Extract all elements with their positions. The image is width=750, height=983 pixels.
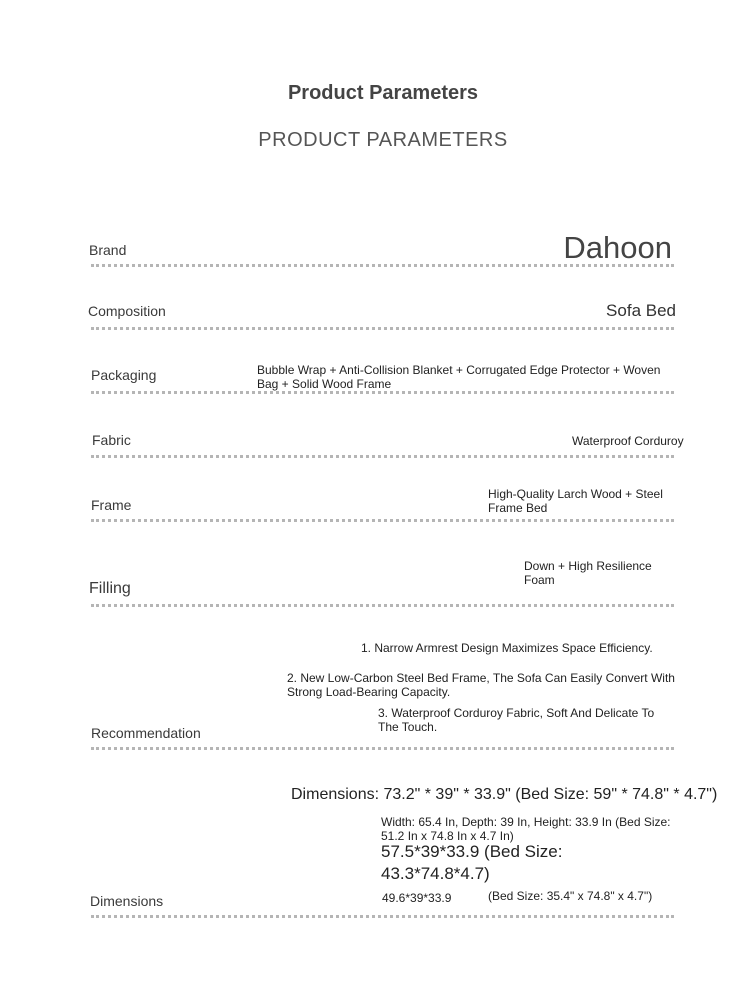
- recommendation-item-3: 3. Waterproof Corduroy Fabric, Soft And Delicate To The Touch.: [378, 706, 655, 734]
- composition-separator: [91, 327, 674, 330]
- fabric-separator: [91, 455, 674, 458]
- packaging-label: Packaging: [91, 367, 157, 383]
- dimensions-metric: 57.5*39*33.9 (Bed Size: 43.3*74.8*4.7): [381, 842, 563, 883]
- brand-label: Brand: [89, 242, 127, 258]
- brand-value: Dahoon: [563, 230, 672, 265]
- packaging-value: Bubble Wrap + Anti-Collision Blanket + Corrugated Edge Protector + Woven Bag + Solid Wood Frame: [257, 363, 661, 391]
- page-title: Product Parameters: [287, 82, 479, 104]
- frame-separator: [91, 519, 674, 522]
- composition-value: Sofa Bed: [606, 301, 676, 320]
- recommendation-label: Recommendation: [91, 725, 201, 741]
- dimensions-label: Dimensions: [90, 893, 164, 909]
- recommendation-separator: [91, 747, 674, 750]
- page-subtitle: PRODUCT PARAMETERS: [258, 129, 508, 151]
- dimensions-bed-small: (Bed Size: 35.4" x 74.8" x 4.7"): [488, 889, 653, 903]
- fabric-value: Waterproof Corduroy: [572, 434, 684, 448]
- recommendation-item-1: 1. Narrow Armrest Design Maximizes Space Efficiency.: [361, 641, 653, 655]
- filling-value: Down + High Resilience Foam: [524, 559, 652, 587]
- dimensions-small: 49.6*39*33.9: [382, 891, 452, 905]
- recommendation-item-2: 2. New Low-Carbon Steel Bed Frame, The Sofa Can Easily Convert With Strong Load-Bearing Capacity.: [287, 671, 675, 699]
- filling-label: Filling: [89, 580, 131, 597]
- frame-value: High-Quality Larch Wood + Steel Frame Bed: [488, 487, 663, 515]
- dimensions-separator: [91, 915, 674, 918]
- dimensions-detail: Width: 65.4 In, Depth: 39 In, Height: 33.9 In (Bed Size: 51.2 In x 74.8 In x 4.7 In): [381, 815, 671, 843]
- frame-label: Frame: [91, 497, 132, 513]
- fabric-label: Fabric: [92, 432, 131, 448]
- packaging-separator: [91, 391, 674, 394]
- composition-label: Composition: [88, 303, 166, 319]
- filling-separator: [91, 604, 674, 607]
- dimensions-main: Dimensions: 73.2" * 39" * 33.9" (Bed Size: 59" * 74.8" * 4.7"): [291, 786, 718, 803]
- brand-separator: [91, 264, 674, 267]
